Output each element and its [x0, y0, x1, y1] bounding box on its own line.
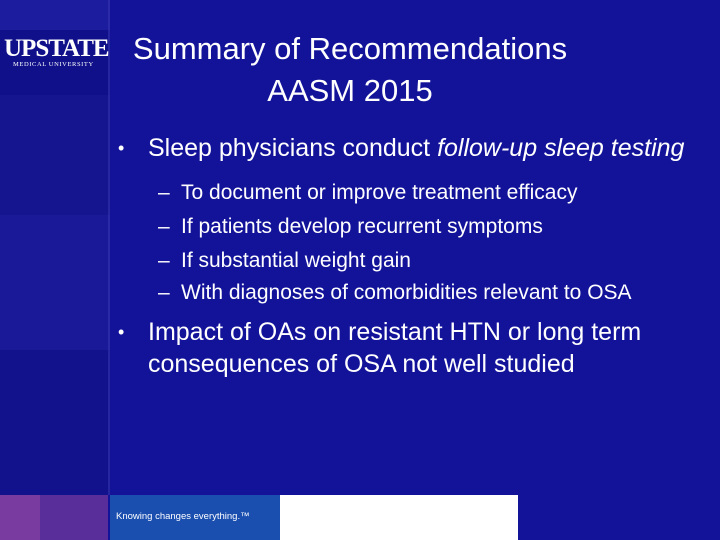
dash-icon: –: [158, 215, 170, 238]
upstate-logo: [4, 36, 108, 70]
logo-subtitle: MEDICAL UNIVERSITY: [13, 61, 94, 68]
dash-icon: –: [158, 181, 170, 204]
title-line-2: AASM 2015: [267, 73, 433, 108]
sidebar-tile: [0, 215, 110, 350]
sub-bullet-item: [118, 176, 698, 210]
logo-wordmark: UPSTATE: [4, 35, 109, 62]
sidebar-tile: [0, 0, 110, 30]
dash-icon: –: [158, 249, 170, 272]
footer-accent: [0, 495, 40, 540]
tagline-box: [110, 495, 280, 540]
sub-bullet-text: With diagnoses of comorbidities relevant to OSA: [181, 281, 632, 304]
bullet-text: Sleep physicians conduct: [148, 134, 438, 162]
sub-bullet-text: If substantial weight gain: [181, 249, 411, 272]
bullet-item: [118, 132, 698, 164]
slide-title: [130, 28, 570, 112]
sidebar-divider: [108, 0, 110, 540]
sub-bullet-item: [118, 210, 698, 244]
bullet-text: Impact of OAs on resistant HTN or long term consequences of OSA not well studied: [148, 318, 642, 378]
dash-icon: –: [158, 281, 170, 304]
sub-bullet-text: To document or improve treatment efficacy: [181, 181, 578, 204]
bullet-dot-icon: •: [118, 322, 125, 342]
sub-bullet-item: [118, 278, 698, 308]
sub-bullet-text: If patients develop recurrent symptoms: [181, 215, 543, 238]
tagline-text: Knowing changes everything.™: [116, 511, 250, 522]
left-sidebar: [0, 0, 110, 540]
title-line-1: Summary of Recommendations: [132, 31, 568, 66]
bullet-text-italic: follow-up sleep testing: [437, 134, 685, 162]
bullet-item: [118, 316, 698, 380]
footer-accent: [40, 495, 108, 540]
sidebar-tile: [0, 95, 110, 215]
slide-content: [118, 132, 698, 380]
sub-bullet-list: [118, 176, 698, 308]
sub-bullet-item: [118, 244, 698, 278]
bullet-dot-icon: •: [118, 138, 125, 158]
sidebar-tile: [0, 350, 110, 495]
footer-white-panel: [280, 495, 518, 540]
